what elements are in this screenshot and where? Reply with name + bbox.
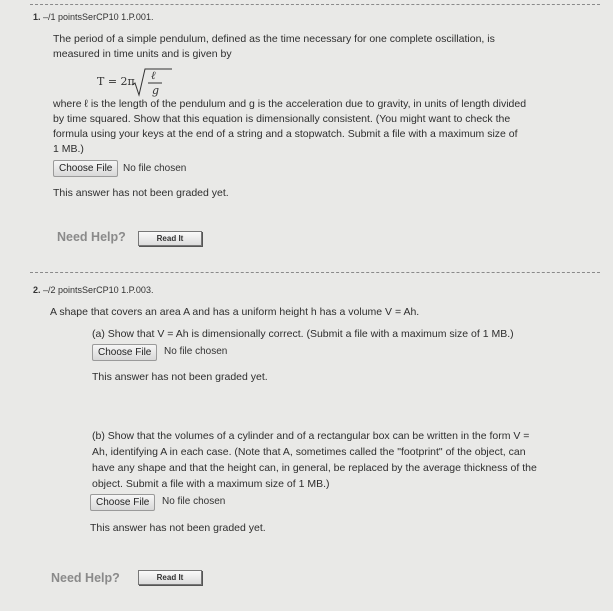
pendulum-formula (97, 67, 177, 99)
question-2-header (33, 285, 153, 295)
q1-no-file-label: No file chosen (123, 163, 187, 174)
question-1-number: 1. (33, 12, 41, 22)
q2b-choose-file-button[interactable]: Choose File (90, 494, 155, 511)
question-2-points: –/2 pointsSerCP10 1.P.003. (43, 285, 154, 295)
q1-intro-line1: The period of a simple pendulum, defined as the time necessary for one complete oscillation, is (53, 33, 495, 45)
question-2-number: 2. (33, 285, 41, 295)
q1-body-line4: 1 MB.) (53, 143, 84, 155)
q1-choose-file-button[interactable]: Choose File (53, 160, 118, 177)
q1-body-line2: by time squared. Show that this equation is dimensionally consistent. (You might want to check the (53, 113, 511, 125)
q1-read-it-button[interactable]: Read It (138, 231, 202, 246)
formula-numerator: ℓ (151, 69, 156, 82)
question-1-header (33, 12, 153, 22)
q2-intro: A shape that covers an area A and has a uniform height h has a volume V = Ah. (50, 306, 420, 318)
q1-body-line3: formula using your keys at the end of a string and a stopwatch. Submit a file with a maximum size of (53, 128, 518, 140)
q2a-no-file-label: No file chosen (164, 346, 228, 357)
q2a-status: This answer has not been graded yet. (92, 371, 268, 383)
q2-part-b-line1: (b) Show that the volumes of a cylinder and of a rectangular box can be written in the form V = (92, 430, 530, 442)
q2-part-b-line3: have any shape and that the height can, in general, be replaced by the average thickness of the (92, 462, 537, 474)
question-1-points: –/1 pointsSerCP10 1.P.001. (43, 12, 154, 22)
q2-part-b-line2: Ah, identifying A in each case. (Note that A, sometimes called the "footprint" of the object, can (92, 446, 526, 458)
q2b-no-file-label: No file chosen (162, 496, 226, 507)
q1-body-line1: where ℓ is the length of the pendulum and g is the acceleration due to gravity, in units of length divided (53, 98, 527, 110)
q1-intro-line2: measured in time units and is given by (53, 48, 232, 60)
formula-lhs: T = 2π (97, 75, 135, 88)
q2a-choose-file-button[interactable]: Choose File (92, 344, 157, 361)
question-divider (30, 272, 600, 273)
top-divider (30, 4, 600, 5)
formula-denominator: g (152, 84, 160, 97)
q2-part-a: (a) Show that V = Ah is dimensionally correct. (Submit a file with a maximum size of 1 MB.) (92, 328, 514, 340)
q2b-status: This answer has not been graded yet. (90, 522, 266, 534)
q2-part-b-line4: object. Submit a file with a maximum size of 1 MB.) (92, 478, 330, 490)
q2-need-help-label: Need Help? (51, 571, 120, 585)
q1-status: This answer has not been graded yet. (53, 187, 229, 199)
q2-read-it-button[interactable]: Read It (138, 570, 202, 585)
q1-need-help-label: Need Help? (57, 230, 126, 244)
